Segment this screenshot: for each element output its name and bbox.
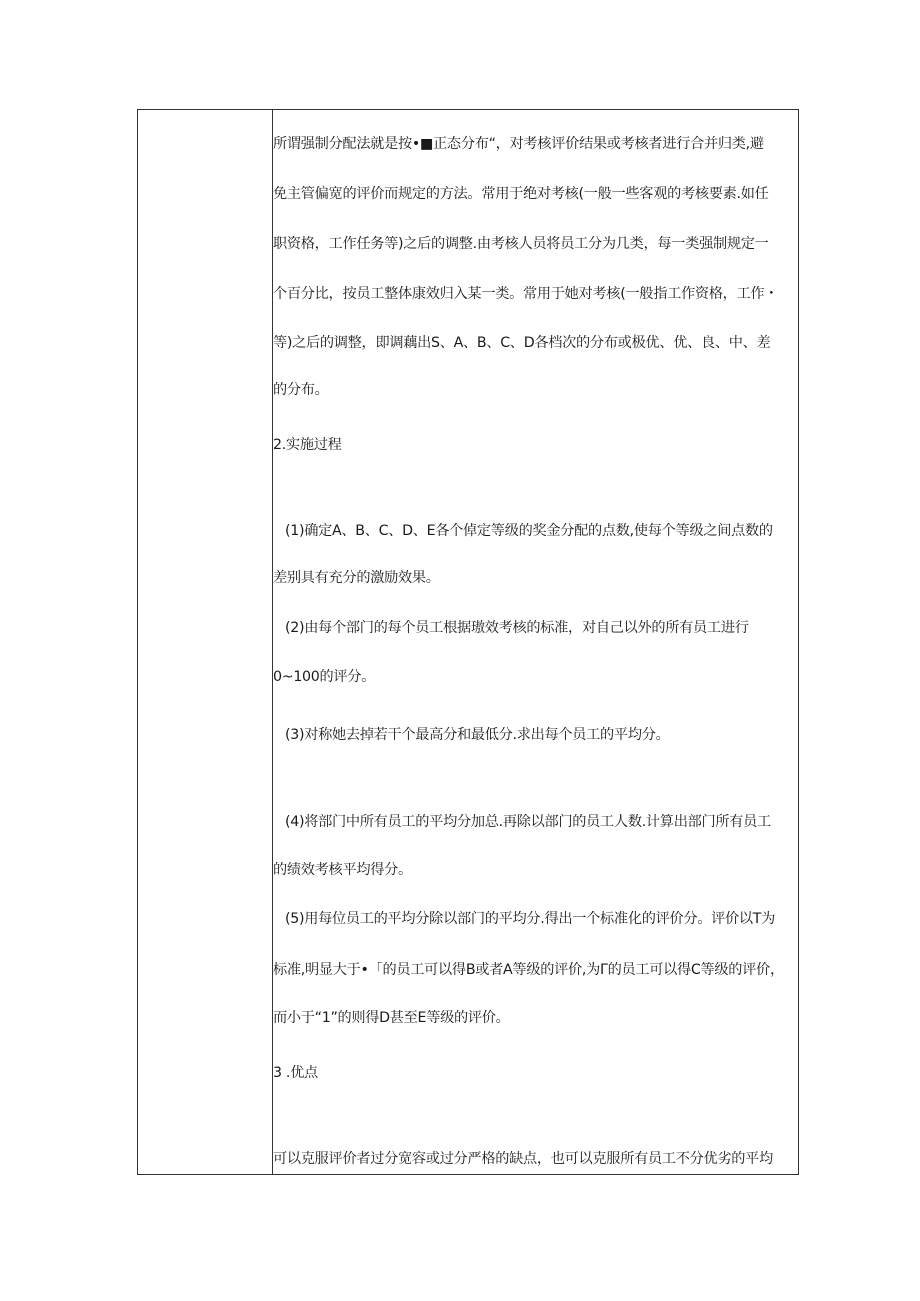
heading-process: 2.实施过程 [273,437,342,453]
step3-line: (3)对称她去掉若干个最高分和最低分.求出每个员工的平均分。 [285,727,670,743]
step5-line-1: (5)用每位员工的平均分除以部门的平均分.得出一个标准化的评价分。评价以T为 [285,911,776,927]
step1-line-2: 差别具有充分的激励效果。 [273,570,440,586]
heading-advantages: 3 .优点 [273,1065,318,1081]
intro-line-5: 等)之后的调整，即调藕出S、A、B、C、D各档次的分布或极优、优、良、中、差 [273,335,771,351]
intro-line-1: 所谓强制分配法就是按•■正态分布“，对考核评价结果或考核者进行合并归类,避 [273,136,764,152]
advantages-line: 可以克服评价者过分宽容或过分严格的缺点，也可以克服所有员工不分优劣的平均 [273,1151,773,1167]
intro-line-3: 职资格，工作任务等)之后的调整.由考核人员将员工分为几类，每一类强制规定一 [273,236,769,252]
intro-line-4: 个百分比，按员工整体康效归入某一类。常用于她对考核(一般指工作资格，工作・ [273,286,779,302]
content-cell [273,109,798,1174]
step1-line-1: (1)确定A、B、C、D、E各个倬定等级的奖金分配的点数,使每个等级之间点数的 [285,523,773,539]
step5-line-3: 而小于“1”的则得D甚至E等级的评价。 [273,1010,510,1026]
step4-line-2: 的绩效考核平均得分。 [273,862,412,878]
intro-line-2: 免主管偏宽的评价而规定的方法。常用于绝对考核(一般一些客观的考核要素.如任 [273,186,769,202]
step5-line-2: 标准,明显大于•「的员工可以得B或者A等级的评价,为Γ的员工可以得C等级的评价， [273,962,784,978]
step2-line-2: 0~100的评分。 [273,669,376,685]
step4-line-1: (4)将部门中所有员工的平均分加总.再除以部门的员工人数.计算出部门所有员工 [285,814,771,830]
intro-line-6: 的分布。 [273,382,329,398]
step2-line-1: (2)由每个部门的每个员工根据璈效考核的标准，对自己以外的所有员工进行 [285,620,749,636]
